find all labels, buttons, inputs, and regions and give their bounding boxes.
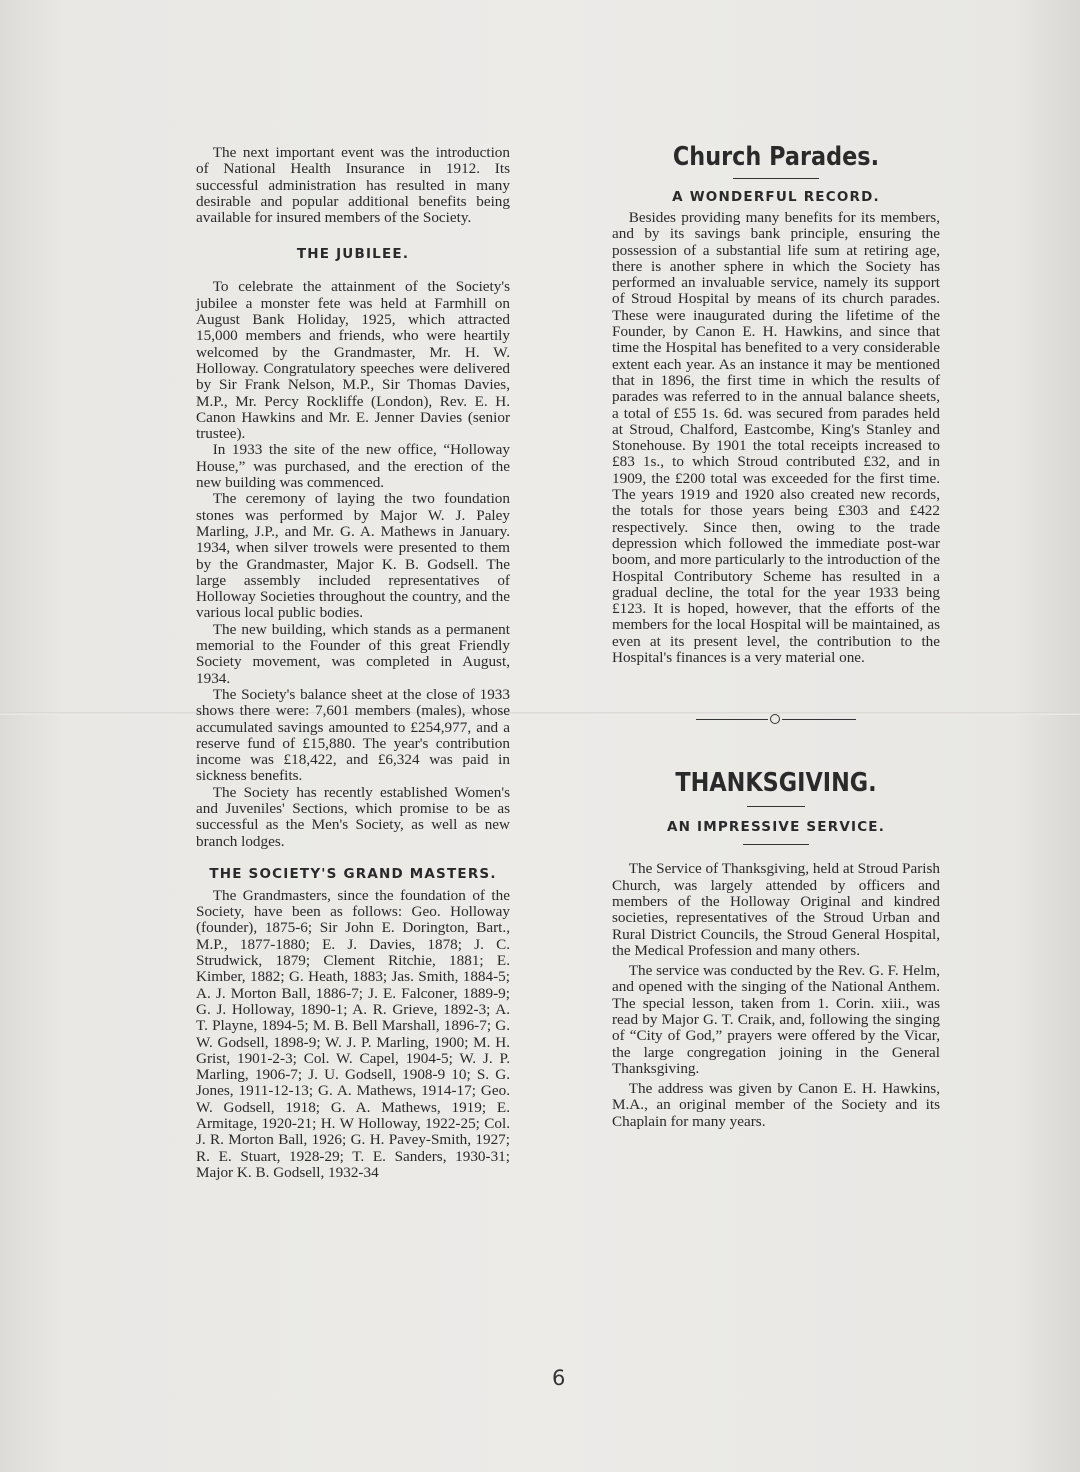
grandmasters-paragraph: The Grandmasters, since the foundation of the Society, have been as follows: Geo. Holloway (founder), 1875-6; Sir John E. Dorington, Bart., M.P., 1877-1880; E. J. Davies, 1878; J. C. Strudwick, 1879; Clement Ritchie, 1881; E. Kimber, 1882; G. Heath, 1883; Jas. Smith, 1884-5; A. J. Morton Ball, 1886-7; J. E. Falconer, 1889-9; G. J. Holloway, 1890-1; A. R. Grieve, 1892-3; A. T. Playne, 1894-5; M. B. Bell Marshall, 1896-7; G. W. Godsell, 1898-9; W. J. P. Marling, 1900; M. H. Grist, 1901-2-3; Col. W. Capel, 1904-5; W. J. P. Marling, 1906-7; J. U. Godsell, 1908-9 10; S. G. Jones, 1911-12-13; G. A. Mathews, 1914-17; Geo. W. Godsell, 1918; G. A. Mathews, 1919; E. Armitage, 1920-21; H. W Holloway, 1922-25; Col. J. R. Morton Ball, 1926; G. H. Pavey-Smith, 1927; R. E. Stuart, 1928-29; T. E. Sanders, 1930-31; Major K. B. Godsell, 1932-34 xyxy=(196,886,510,1181)
thanksgiving-paragraph: The address was given by Canon E. H. Hawkins, M.A., an original member of the Society and its Chaplain for many years. xyxy=(612,1080,940,1130)
church-parades-paragraph: Besides providing many benefits for its members, and by its savings bank principle, ensuring the possession of a substantial life sum at retiring age, there is another sphere in which the Society has performed an invaluable service, namely its support of Stroud Hospital by means of its church parades. These were inaugurated during the lifetime of the Founder, by Canon E. H. Hawkins, and since that time the Hospital has benefited to a very considerable extent each year. As an instance it may be mentioned that in 1896, the first time in which the results of parades was referred to in the annual balance sheets, a total of £55 1s. 6d. was secured from parades held at Stroud, Chalford, Eastcombe, King's Stanley and Stonehouse. By 1901 the total receipts increased to £83 1s., to which Stroud contributed £32, and in 1909, the £200 total was exceeded for the first time. The years 1919 and 1920 also created new records, the totals for those years being £303 and £422 respectively. Since then, owing to the trade depression which followed the immediate post-war boom, and more particularly to the introduction of the Hospital Contributory Scheme has resulted in a gradual decline, the total for the year 1933 being £123. It is hoped, however, that the efforts of the members for the local Hospital will be maintained, as even at its present level, the contribution to the Hospital's finances is a very material one. xyxy=(612,209,940,667)
jubilee-paragraph: The ceremony of laying the two foundation stones was performed by Major W. J. Paley Marling, J.P., and Mr. G. A. Mathews in January. 1934, when silver trowels were presented to them by the Grandmaster, Major K. B. Godsell. The large assembly included representatives of Holloway Societies throughout the country, and the various local public bodies. xyxy=(196,490,510,622)
church-parades-subtitle: A WONDERFUL RECORD. xyxy=(672,189,880,205)
intro-paragraph: The next important event was the introduction of National Health Insurance in 1912. Its successful administration has resulted in many desirable and popular additional benefits being available for insured members of the Society. xyxy=(196,144,510,227)
grandmasters-heading: THE SOCIETY'S GRAND MASTERS. xyxy=(209,865,497,882)
jubilee-paragraph: The Society has recently established Women's and Juveniles' Sections, which promise to be as successful as the Men's Society, as well as new branch lodges. xyxy=(196,783,510,850)
right-column xyxy=(612,142,940,1130)
thanksgiving-paragraph: The service was conducted by the Rev. G. F. Helm, and opened with the singing of the National Anthem. The special lesson, taken from 1. Corin. xiii., was read by Major G. T. Craik, and, following the singing of “City of God,” prayers were offered by the Vicar, the large congregation joining in the General Thanksgiving. xyxy=(612,962,940,1077)
church-parades-title: Church Parades. xyxy=(672,142,880,172)
page-number: 6 xyxy=(552,1366,566,1390)
jubilee-paragraph: The Society's balance sheet at the close of 1933 shows there were: 7,601 members (males), whose accumulated savings amounted to £254,977, and a reserve fund of £15,880. The year's contribution income was £18,422, and £6,324 was paid in sickness benefits. xyxy=(196,685,510,785)
thanksgiving-subtitle: AN IMPRESSIVE SERVICE. xyxy=(666,819,886,836)
ornamental-divider xyxy=(696,714,856,726)
jubilee-heading: THE JUBILEE. xyxy=(296,246,410,263)
jubilee-paragraph: To celebrate the attainment of the Society's jubilee a monster fete was held at Farmhill on August Bank Holiday, 1925, which attracted 15,000 members and friends, who were heartily welcomed by the Grandmaster, Mr. H. W. Holloway. Congratulatory speeches were delivered by Sir Frank Nelson, M.P., Sir Thomas Davies, M.P., Mr. Percy Rockliffe (London), Rev. E. H. Canon Hawkins and Mr. E. Jenner Davies (senior trustee). xyxy=(196,278,510,443)
jubilee-paragraph: The new building, which stands as a permanent memorial to the Founder of this great Friendly Society movement, was completed in August, 1934. xyxy=(196,620,510,687)
left-column xyxy=(196,145,510,1181)
jubilee-paragraph: In 1933 the site of the new office, “Holloway House,” was purchased, and the erection of the new building was commenced. xyxy=(196,441,510,492)
thanksgiving-title: THANKSGIVING. xyxy=(675,768,877,799)
thanksgiving-paragraph: The Service of Thanksgiving, held at Stroud Parish Church, was largely attended by officers and members of the Holloway Original and kindred societies, representatives of the Stroud Urban and Rural District Councils, the Stroud General Hospital, the Medical Profession and many others. xyxy=(612,860,940,959)
